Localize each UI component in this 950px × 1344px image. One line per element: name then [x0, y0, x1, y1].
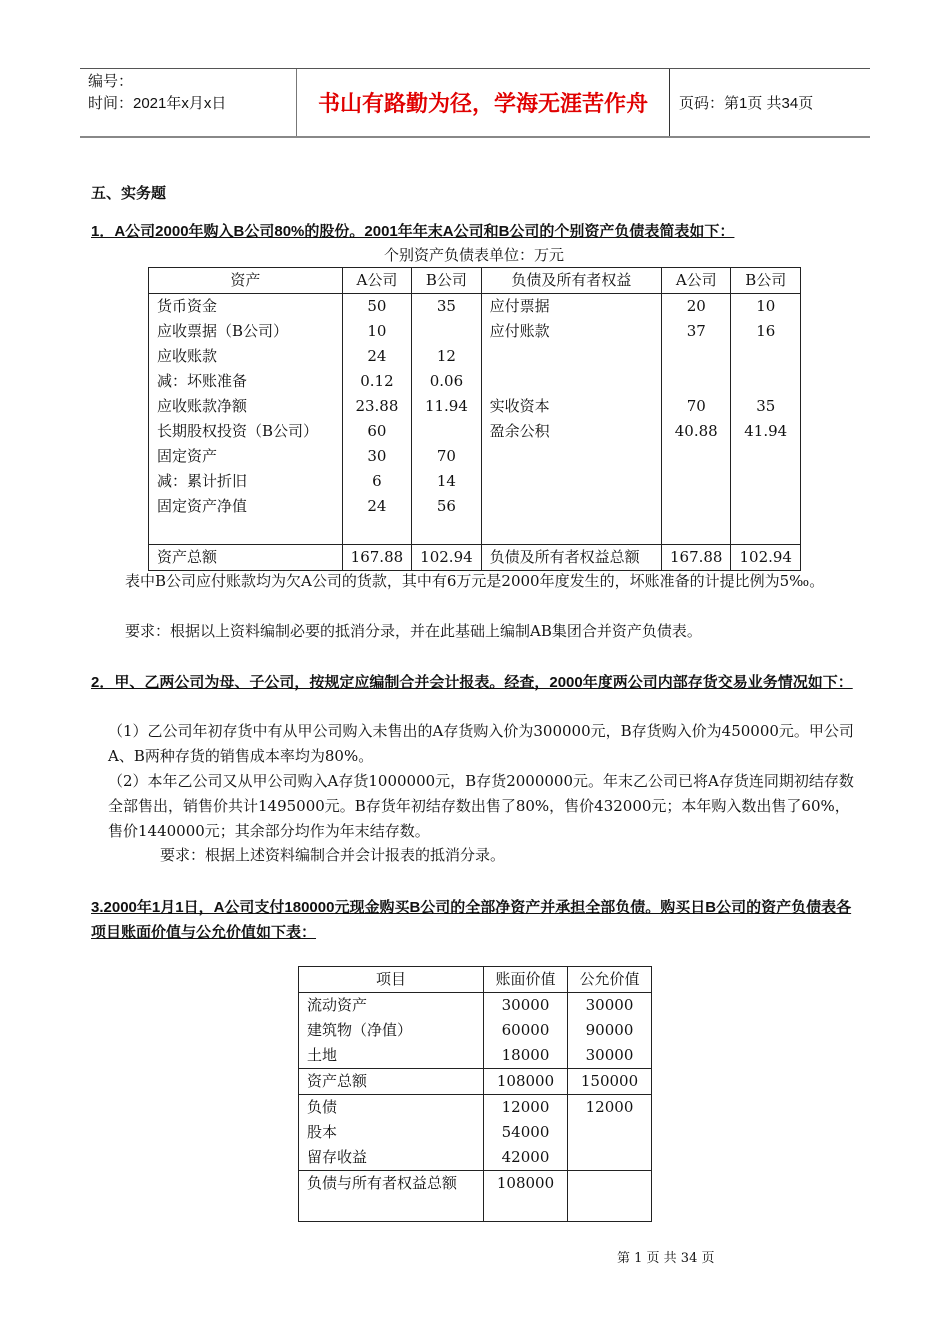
table-cell: 20	[661, 294, 731, 320]
table-cell: 应付账款	[481, 319, 661, 344]
table-row	[299, 993, 652, 1019]
table-cell: 108000	[484, 1171, 568, 1222]
table-cell: 56	[412, 494, 482, 519]
table-cell	[481, 444, 661, 469]
table-cell	[731, 369, 801, 394]
table-cell: 固定资产净值	[149, 494, 343, 519]
table-cell: 盈余公积	[481, 419, 661, 444]
table-cell: 30	[342, 444, 412, 469]
q1-table-caption: 个别资产负债表单位：万元	[383, 246, 564, 264]
q1-requirement: 要求：根据以上资料编制必要的抵消分录，并在此基础上编制AB集团合并资产负债表。	[125, 622, 702, 640]
table-row	[149, 319, 801, 344]
table-cell	[731, 444, 801, 469]
column-header: 资产	[149, 268, 343, 294]
page-label: 页码：第1页 共34页	[679, 95, 814, 112]
table-cell: 负债	[299, 1095, 484, 1121]
table-row	[299, 1095, 652, 1121]
table-cell	[661, 519, 731, 545]
total-cell: 167.88	[342, 545, 412, 571]
table-cell: 30000	[568, 993, 652, 1019]
table-row	[149, 369, 801, 394]
header-info	[80, 69, 297, 136]
table-cell: 减：坏账准备	[149, 369, 343, 394]
total-cell: 102.94	[412, 545, 482, 571]
table-row	[299, 1145, 652, 1171]
table-cell: 应收票据（B公司）	[149, 319, 343, 344]
table-cell: 40.88	[661, 419, 731, 444]
motto: 书山有路勤为径，学海无涯苦作舟	[297, 69, 670, 136]
table-row	[149, 344, 801, 369]
section-title: 五、实务题	[91, 185, 167, 202]
table-cell	[731, 494, 801, 519]
column-header: 负债及所有者权益	[481, 268, 661, 294]
table-cell: 30000	[568, 1043, 652, 1069]
table-row	[149, 494, 801, 519]
table-cell	[412, 319, 482, 344]
table-cell: 应收账款	[149, 344, 343, 369]
table-row	[299, 1171, 652, 1222]
table-cell: 12000	[484, 1095, 568, 1121]
table-cell	[481, 519, 661, 545]
table-cell: 16	[731, 319, 801, 344]
balance-sheet-table	[148, 267, 801, 571]
table-cell	[412, 419, 482, 444]
table-cell	[661, 469, 731, 494]
table-row	[299, 1120, 652, 1145]
table-cell: 42000	[484, 1145, 568, 1171]
table-cell: 30000	[484, 993, 568, 1019]
table-row	[149, 419, 801, 444]
table-cell	[412, 519, 482, 545]
table-cell: 10	[731, 294, 801, 320]
total-cell: 167.88	[661, 545, 731, 571]
table-header-row	[149, 268, 801, 294]
column-header: A公司	[661, 268, 731, 294]
table-cell: 70	[661, 394, 731, 419]
table-cell: 12	[412, 344, 482, 369]
table-cell: 41.94	[731, 419, 801, 444]
table-cell: 50	[342, 294, 412, 320]
table-cell: 70	[412, 444, 482, 469]
q2-requirement: 要求：根据上述资料编制合并会计报表的抵消分录。	[160, 846, 506, 864]
number-label: 编号：	[88, 73, 134, 90]
table-cell: 应收账款净额	[149, 394, 343, 419]
table-cell: 14	[412, 469, 482, 494]
table-cell: 12000	[568, 1095, 652, 1121]
table-cell: 建筑物（净值）	[299, 1018, 484, 1043]
q3-title: 3.2000年1月1日，A公司支付180000元现金购买B公司的全部净资产并承担全部负债。购买日B公司的资产负债表各项目账面价值与公允价值如下表：	[91, 899, 852, 941]
table-row	[299, 1043, 652, 1069]
table-cell: 资产总额	[299, 1069, 484, 1095]
table-row	[149, 294, 801, 320]
table-cell: 60	[342, 419, 412, 444]
table-cell: 150000	[568, 1069, 652, 1095]
table-cell	[731, 519, 801, 545]
table-cell	[661, 494, 731, 519]
table-cell	[481, 344, 661, 369]
table-cell: 实收资本	[481, 394, 661, 419]
time-label: 时间：2021年x月x日	[88, 95, 227, 112]
total-row	[149, 545, 801, 571]
fair-value-table	[298, 966, 652, 1222]
table-cell	[342, 519, 412, 545]
table-cell: 108000	[484, 1069, 568, 1095]
table-row	[149, 444, 801, 469]
total-cell: 负债及所有者权益总额	[481, 545, 661, 571]
table-row	[149, 469, 801, 494]
table-cell: 35	[731, 394, 801, 419]
table-header-row	[299, 967, 652, 993]
table-cell: 18000	[484, 1043, 568, 1069]
q2-item2: （2）本年乙公司又从甲公司购入A存货1000000元，B存货2000000元。年末乙公司已将A存货连同期初结存数全部售出，销售价共计1495000元。B存货年初结存数出售了80%，售价432000元；本年购入数出售了60%，售价1440000元；其余部分均作为年末结存数。	[108, 772, 854, 840]
page-header	[80, 68, 870, 138]
column-header: 账面价值	[484, 967, 568, 993]
table-cell: 减：累计折旧	[149, 469, 343, 494]
q2-title: 2．甲、乙两公司为母、子公司，按规定应编制合并会计报表。经查，2000年度两公司内部存货交易业务情况如下：	[91, 674, 853, 691]
table-cell	[661, 344, 731, 369]
table-row	[149, 519, 801, 545]
table-cell: 固定资产	[149, 444, 343, 469]
table-cell	[481, 494, 661, 519]
table-cell: 90000	[568, 1018, 652, 1043]
column-header: 公允价值	[568, 967, 652, 993]
table-cell: 流动资产	[299, 993, 484, 1019]
table-cell	[661, 369, 731, 394]
table-cell: 股本	[299, 1120, 484, 1145]
table-cell	[149, 519, 343, 545]
table-cell: 负债与所有者权益总额	[299, 1171, 484, 1222]
table-cell: 35	[412, 294, 482, 320]
column-header: A公司	[342, 268, 412, 294]
table-cell	[568, 1145, 652, 1171]
table-row	[299, 1018, 652, 1043]
table-cell: 24	[342, 344, 412, 369]
table-cell	[661, 444, 731, 469]
table-cell	[481, 469, 661, 494]
table-cell: 11.94	[412, 394, 482, 419]
table-cell: 0.06	[412, 369, 482, 394]
table-cell	[731, 344, 801, 369]
table-cell: 土地	[299, 1043, 484, 1069]
table-cell: 23.88	[342, 394, 412, 419]
table-row	[299, 1069, 652, 1095]
table-cell: 应付票据	[481, 294, 661, 320]
table-cell	[481, 369, 661, 394]
table-cell	[568, 1171, 652, 1222]
table-cell: 54000	[484, 1120, 568, 1145]
page-footer: 第 1 页 共 34 页	[617, 1251, 715, 1266]
total-cell: 102.94	[731, 545, 801, 571]
table-cell	[568, 1120, 652, 1145]
table-cell: 24	[342, 494, 412, 519]
table-cell: 37	[661, 319, 731, 344]
table-cell	[731, 469, 801, 494]
q2-item1: （1）乙公司年初存货中有从甲公司购入未售出的A存货购入价为300000元，B存货购入价为450000元。甲公司A、B两种存货的销售成本率均为80%。	[108, 722, 854, 765]
table-cell: 60000	[484, 1018, 568, 1043]
table-cell: 10	[342, 319, 412, 344]
table-cell: 6	[342, 469, 412, 494]
column-header: B公司	[731, 268, 801, 294]
table-cell: 货币资金	[149, 294, 343, 320]
column-header: B公司	[412, 268, 482, 294]
column-header: 项目	[299, 967, 484, 993]
total-cell: 资产总额	[149, 545, 343, 571]
table-row	[149, 394, 801, 419]
q1-title: 1．A公司2000年购入B公司80%的股份。2001年年末A公司和B公司的个别资产负债表简表如下：	[91, 223, 735, 240]
q1-note: 表中B公司应付账款均为欠A公司的货款，其中有6万元是2000年度发生的，坏账准备的计提比例为5‰。	[125, 572, 825, 590]
table-cell: 留存收益	[299, 1145, 484, 1171]
table-cell: 0.12	[342, 369, 412, 394]
table-cell: 长期股权投资（B公司）	[149, 419, 343, 444]
